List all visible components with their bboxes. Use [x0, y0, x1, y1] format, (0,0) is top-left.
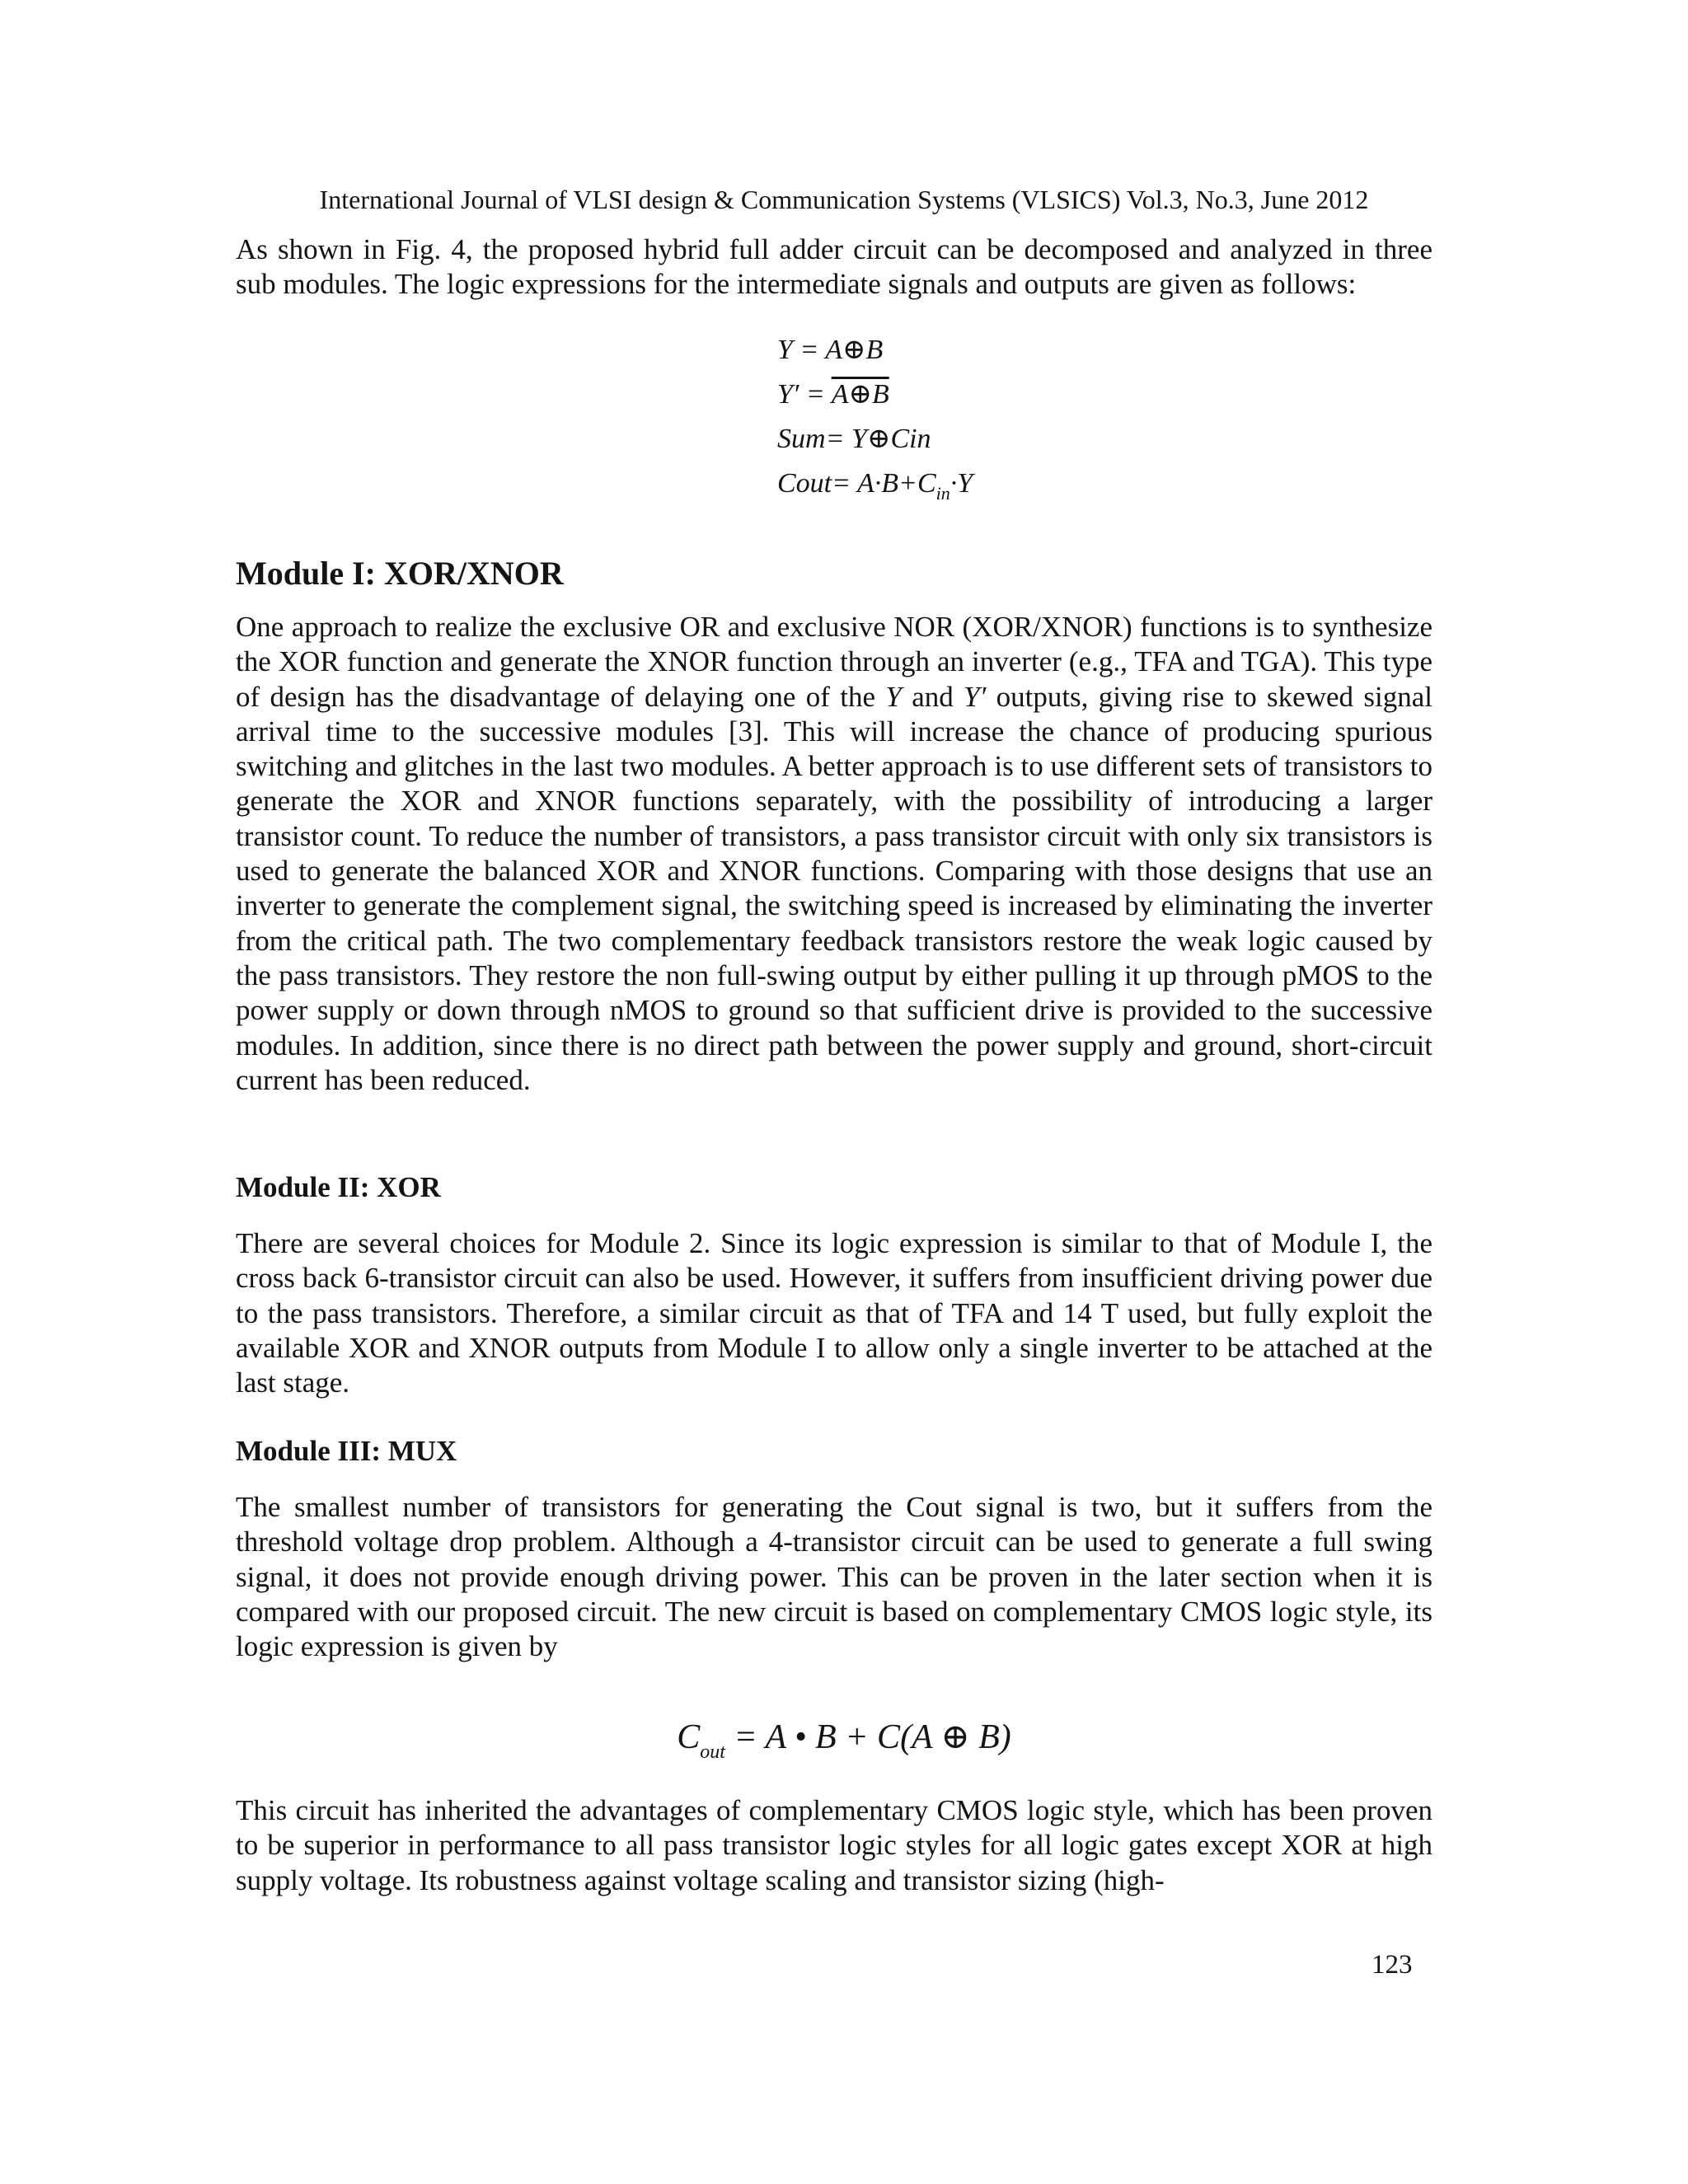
equation-sum: Sum= Y⊕Cin	[777, 424, 931, 454]
cout-equation: $C_{out} = A$ • B + C(A ⊕ B)	[677, 1718, 1011, 1763]
module-2-paragraph: There are several choices for Module 2. Since its logic expression is similar to that of Module I, the cross back 6-transistor circuit can also be used. However, it suffers from insufficient driving power due to the pass transistors. Therefore, a similar circuit as that of TFA and 14 T used, but fully exploit the available XOR and XNOR outputs from Module I to allow only a single inverter to be attached at the last stage.	[236, 1227, 1432, 1399]
variable-y: Y	[885, 680, 902, 713]
equation-y-prime: Y′ = A⊕B	[777, 379, 889, 410]
module-3-paragraph: The smallest number of transistors for generating the Cout signal is two, but it suffers from the threshold voltage drop problem. Although a 4-transistor circuit can be used to generate a full swing signal, it does not provide enough driving power. This can be proven in the later section when it is compared with our proposed circuit. The new circuit is based on complementary CMOS logic style, its logic expression is given by	[236, 1491, 1432, 1663]
intro-paragraph: As shown in Fig. 4, the proposed hybrid full adder circuit can be decomposed and analyzed in three sub modules. The logic expressions for the intermediate signals and outputs are given as follows:	[236, 233, 1432, 301]
variable-y-prime: Y′	[964, 680, 987, 713]
closing-paragraph: This circuit has inherited the advantages of complementary CMOS logic style, which has been proven to be superior in performance to all pass transistor logic styles for all logic gates except XOR at high supply voltage. Its robustness against voltage scaling and transistor sizing (high-	[236, 1794, 1432, 1896]
module-1-heading: Module I: XOR/XNOR	[236, 555, 564, 592]
equation-cout: Cout= $A\cdot B+C_{in}\cdot Y$	[777, 468, 973, 504]
page-number: 123	[1372, 1950, 1413, 1980]
equation-y: Y = A⊕B	[777, 335, 884, 365]
running-header: International Journal of VLSI design & Communication Systems (VLSICS) Vol.3, No.3, June 2012	[319, 185, 1369, 214]
module-1-paragraph: One approach to realize the exclusive OR and exclusive NOR (XOR/XNOR) functions is to synthesize the XOR function and generate the XNOR function through an inverter (e.g., TFA and TGA). This type of design has the disadvantage of delaying one of the Y and Y′ outputs, giving rise to skewed signal arrival time to the successive modules [3]. This will increase the chance of producing spurious switching and glitches in the last two modules. A better approach is to use different sets of transistors to generate the XOR and XNOR functions separately, with the possibility of introducing a larger transistor count. To reduce the number of transistors, a pass transistor circuit with only six transistors is used to generate the balanced XOR and XNOR functions. Comparing with those designs that use an inverter to generate the complement signal, the switching speed is increased by eliminating the inverter from the critical path. The two complementary feedback transistors restore the weak logic caused by the pass transistors. They restore the non full-swing output by either pulling it up through pMOS to the power supply or down through nMOS to ground so that sufficient drive is provided to the successive modules. In addition, since there is no direct path between the power supply and ground, short-circuit current has been reduced.	[236, 611, 1432, 1096]
module-2-heading: Module II: XOR	[236, 1171, 441, 1203]
module-3-heading: Module III: MUX	[236, 1435, 457, 1467]
